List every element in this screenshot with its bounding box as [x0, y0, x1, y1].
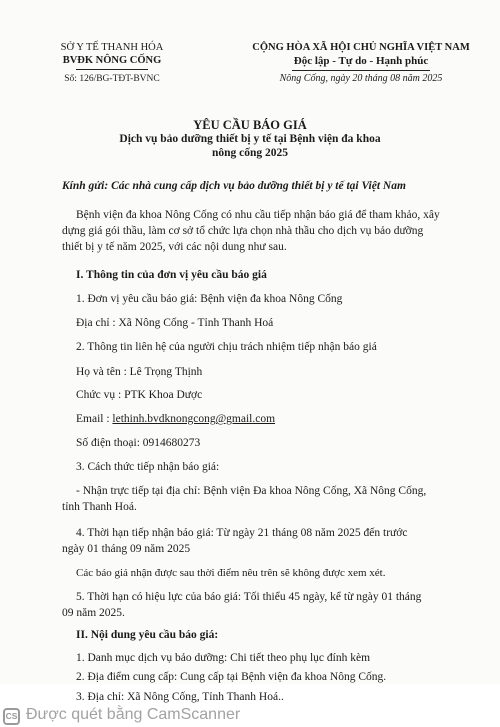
contact-email-label: Email :: [76, 413, 113, 425]
section-1-item-2: 2. Thông tin liên hệ của người chịu trách nhiệm tiếp nhận báo giá: [76, 341, 377, 353]
direct-receipt-line-2: tỉnh Thanh Hoá.: [62, 501, 137, 513]
document-subtitle-2: nông cống 2025: [211, 147, 289, 159]
camscanner-icon: CS: [3, 708, 20, 725]
doc-date: Nông Cống, ngày 20 tháng 08 năm 2025: [279, 73, 443, 84]
contact-email-row: [76, 412, 275, 426]
intro-line-2: dựng giá gói thầu, làm cơ sở tổ chức lựa chọn nhà thầu cho dịch vụ bảo dưỡng: [62, 225, 424, 237]
section-1-item-5-line-2: 09 năm 2025.: [62, 607, 125, 619]
section-1-heading: I. Thông tin của đơn vị yêu cầu báo giá: [76, 269, 267, 281]
section-1-item-4-line-2: ngày 01 tháng 09 năm 2025: [62, 543, 191, 555]
header-motto: Độc lập - Tự do - Hạnh phúc: [293, 55, 429, 67]
section-1-item-3: 3. Cách thức tiếp nhận báo giá:: [76, 461, 220, 473]
section-1-address: Địa chỉ : Xã Nông Cống - Tỉnh Thanh Hoá: [76, 317, 274, 329]
section-2-heading: II. Nội dung yêu cầu báo giá:: [76, 629, 219, 641]
contact-position: Chức vụ : PTK Khoa Dược: [76, 389, 203, 401]
doc-number: Số: 126/BG-TĐT-BVNC: [64, 74, 160, 84]
header-agency: SỞ Y TẾ THANH HÓA: [60, 42, 164, 53]
document-title: YÊU CẦU BÁO GIÁ: [193, 118, 307, 132]
contact-phone: Số điện thoại: 0914680273: [76, 437, 201, 449]
section-1-item-1: 1. Đơn vị yêu cầu báo giá: Bệnh viện đa khoa Nông Cống: [76, 293, 343, 305]
contact-email-link[interactable]: lethinh.bvdknongcong@gmail.com: [112, 413, 276, 425]
section-2-item-3: 3. Địa chỉ: Xã Nông Cống, Tỉnh Thanh Hoá..: [76, 691, 284, 703]
intro-line-1: Bệnh viện đa khoa Nông Cống có nhu cầu tiếp nhận báo giá để tham khảo, xây: [76, 209, 440, 221]
late-quote-note: Các báo giá nhận được sau thời điểm nêu trên sẽ không được xem xét.: [76, 567, 386, 579]
document-subtitle-1: Dịch vụ bảo dưỡng thiết bị y tế tại Bệnh viện đa khoa: [119, 133, 381, 145]
section-1-item-4-line-1: 4. Thời hạn tiếp nhận báo giá: Từ ngày 21 tháng 08 năm 2025 đến trước: [76, 527, 408, 539]
header-country: CỘNG HÒA XÃ HỘI CHỦ NGHĨA VIỆT NAM: [252, 42, 470, 53]
contact-name: Họ và tên : Lê Trọng Thịnh: [76, 366, 203, 378]
section-2-item-1: 1. Danh mục dịch vụ bảo dưỡng: Chi tiết theo phụ lục đính kèm: [76, 652, 371, 664]
section-2-item-2: 2. Địa điểm cung cấp: Cung cấp tại Bệnh viện đa khoa Nông Cống.: [76, 671, 387, 683]
header-left-underline: [76, 69, 148, 70]
intro-line-3: thiết bị y tế năm 2025, với các nội dung như sau.: [62, 241, 287, 253]
salutation: Kính gửi: Các nhà cung cấp dịch vụ bảo dưỡng thiết bị y tế tại Việt Nam: [62, 180, 406, 192]
header-right-underline: [292, 70, 430, 71]
header-unit: BVĐK NÔNG CỐNG: [62, 55, 162, 66]
direct-receipt-line-1: - Nhận trực tiếp tại địa chỉ: Bệnh viện Đa khoa Nông Cống, Xã Nông Cống,: [76, 485, 427, 497]
section-1-item-5-line-1: 5. Thời hạn có hiệu lực của báo giá: Tối thiểu 45 ngày, kể từ ngày 01 tháng: [76, 591, 422, 603]
camscanner-watermark: Được quét bằng CamScanner: [26, 706, 241, 723]
